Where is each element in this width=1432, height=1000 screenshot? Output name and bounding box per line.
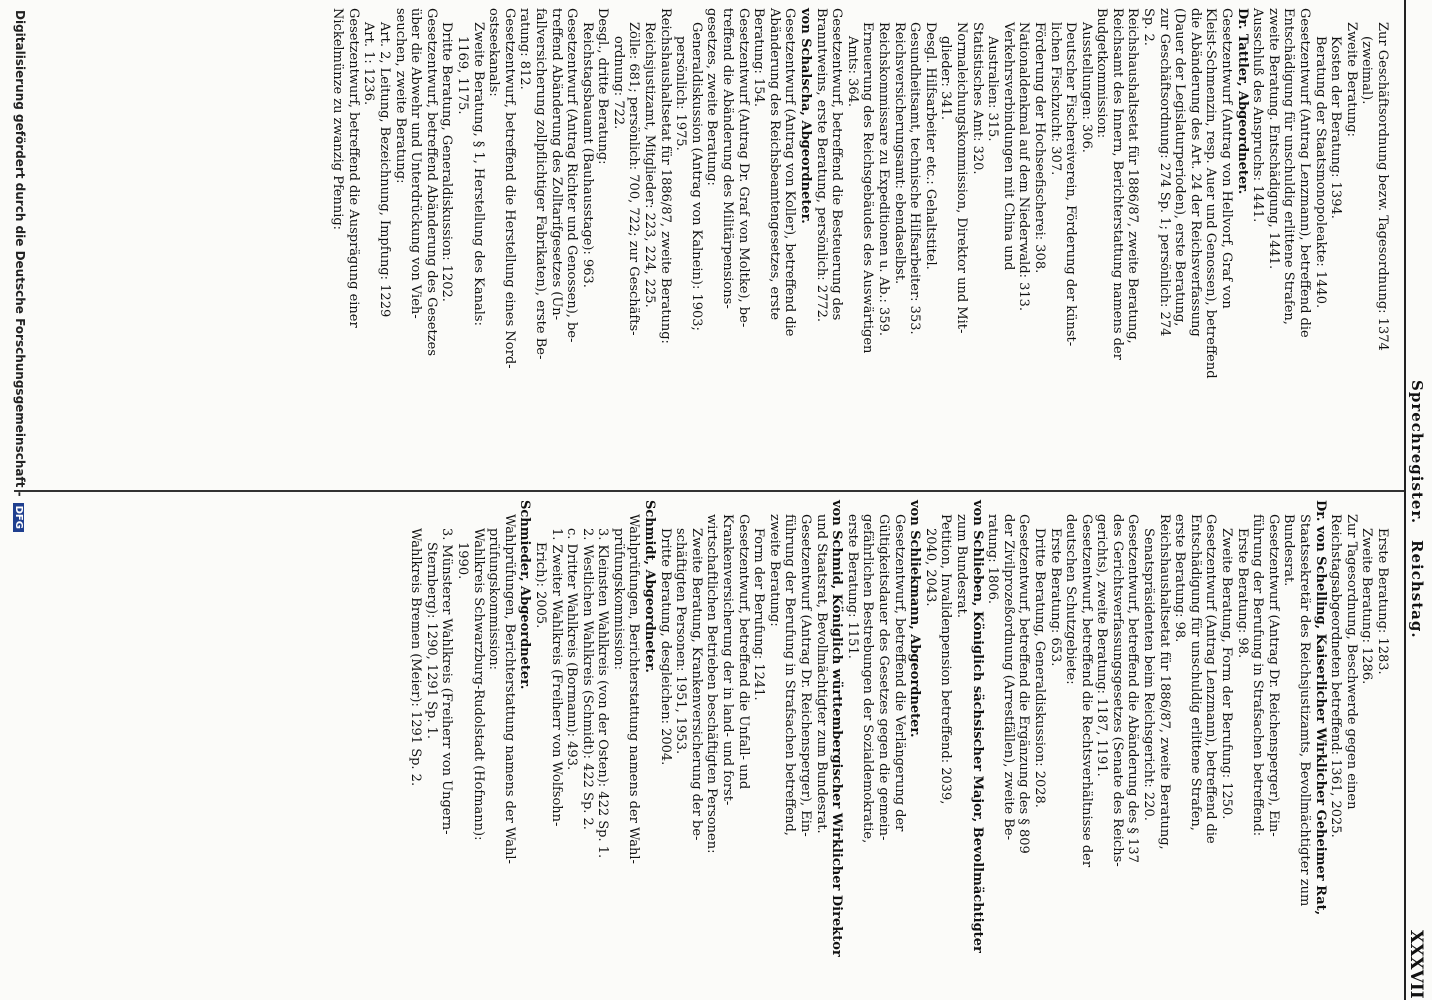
register-line: ratung: 812. (517, 8, 533, 90)
register-entry-name: von Schliekmann, Abgeordneter. (907, 500, 923, 738)
register-line: gefährlichen Bestrebungen der Sozialdemokratie, (860, 514, 876, 844)
register-line: lichen Fischzucht: 307. (1047, 22, 1063, 176)
register-line: Gesetzentwurf (Antrag Dr. Graf von Moltke), be- (735, 8, 751, 328)
register-line: führung der Berufung in Strafsachen betreffend: (1250, 514, 1266, 837)
register-line: Budgetkommission: (1094, 8, 1110, 139)
register-line: Sternberg): 1290, 1291 Sp. 1. (423, 542, 439, 740)
register-line: Desgl., dritte Beratung: (595, 8, 611, 165)
register-column-left (408, 500, 1390, 980)
register-line: zur Geschäftsordnung: 274 Sp. 1; persönlich: 274 (1156, 8, 1172, 337)
register-line: Ausstellungen: 306. (1078, 22, 1094, 153)
register-line: Deutscher Fischereiverein, Förderung der künst- (1063, 22, 1079, 347)
register-line: seuchen, zweite Beratung: (392, 8, 408, 184)
register-line: Branntweins, erste Beratung, persönlich: 2772. (813, 8, 829, 322)
register-line: Zur Geschäftsordnung bezw. Tagesordnung: 1374 (1375, 22, 1390, 351)
register-line: Entschädigung für unschuldig erlittene Strafen, (1187, 514, 1203, 831)
register-line: Zur Tagesordnung, Beschwerde gegen einen (1343, 514, 1359, 810)
register-line: Normaleichungskommission, Direktor und Mit- (953, 22, 969, 334)
page-number: XXXVII (1406, 930, 1426, 999)
header-center-title: Sprechregister. (1408, 380, 1426, 525)
register-line: Sp. 2. (1141, 8, 1157, 46)
register-line: Art. 2, Leitung, Bezeichnung, Impfung: 1229 (377, 22, 392, 318)
header-left-title: Reichstag. (1408, 540, 1426, 639)
register-line: 2. Westlichen Wahlkreis (Schmidt): 422 Sp. 2. (579, 528, 595, 830)
register-line: führung der Berufung in Strafsachen betreffend, (782, 514, 798, 836)
register-line: Zweite Beratung, § 1, Herstellung des Kanals: (470, 22, 486, 326)
register-line: Gesetzentwurf (Antrag Lenzmann), betreffend die (1203, 514, 1219, 844)
register-line: 1169, 1175. (454, 36, 470, 115)
register-line: persönlich: 1975. (673, 36, 689, 151)
register-line: Staatssekretär des Reichsjustizamts, Bevollmächtigter zum (1297, 514, 1313, 907)
register-line: Gesundheitsamt, technische Hilfsarbeiter: 353. (907, 22, 923, 335)
register-line: ordnung: 722. (610, 36, 626, 130)
register-line: Erste Beratung: 1283. (1375, 528, 1390, 675)
register-line: Generaldiskussion (Antrag von Kalnein): 1903; (688, 22, 704, 331)
register-line: Gesetzentwurf, betreffend die Besteuerung des (829, 8, 845, 321)
register-line: Gesetzentwurf, betreffend die Herstellung eines Nord- (501, 8, 517, 369)
register-line: (zweimal). (1359, 36, 1375, 105)
register-line: Gesetzentwurf, betreffend die Rechtsverhältnisse der (1078, 514, 1094, 868)
register-line: Abänderung des Reichsbeamtengesetzes, erste (766, 8, 782, 321)
register-line: Zweite Beratung: 1286. (1359, 528, 1375, 685)
register-line: Statistisches Amt: 320. (969, 22, 985, 175)
register-line: Wahlkreis Schwarzburg-Rudolstadt (Hofmann): (470, 528, 486, 841)
register-line: zweite Beratung. Entschädigung, 1441. (1265, 8, 1281, 270)
register-line: Australien: 315. (985, 36, 1001, 142)
register-line: Art. 1: 1236. (361, 22, 377, 106)
register-line: Reichsjustizamt, Mitglieder: 223, 224, 225. (642, 22, 658, 308)
register-line: Beratung: 154. (751, 8, 767, 107)
register-line: zweite Beratung: (766, 514, 782, 627)
register-line: Reichsamt des Innern, Berichterstattung namens der (1109, 8, 1125, 360)
register-line: Zweite Beratung, Form der Berufung: 1250. (1219, 528, 1235, 820)
register-line: Krankenversicherung der in land- und forst- (720, 514, 736, 806)
register-line: Förderung der Hochseefischerei: 308. (1031, 22, 1047, 274)
register-line: 1. Zweiter Wahlkreis (Freiherr von Wolfsohn- (548, 528, 564, 827)
register-line: Reichskommissare zu Expeditionen u. Ab.: 359. (876, 22, 891, 336)
register-line: Desgl. Hilfsarbeiter etc.: Gehaltstitel. (922, 22, 938, 270)
register-line: 3. Münsterer Wahlkreis (Freiherr von Ungern- (439, 528, 455, 835)
register-line: Erste Beratung: 98. (1234, 528, 1250, 659)
register-line: ratung: 1806. (985, 514, 1001, 604)
register-line: Gesetzentwurf (Antrag Dr. Reichensperger), Ein- (1265, 514, 1281, 837)
register-line: 2040, 2043. (922, 528, 938, 607)
register-entry-name: Schmieder, Abgeordneter. (517, 500, 533, 690)
register-entry-name: von Schlieben, Königlich sächsischer Major, Bevollmächtigter (969, 500, 985, 953)
register-line: zum Bundesrat. (953, 514, 969, 618)
column-divider (14, 490, 1404, 492)
register-line: Verkehrsverbindungen mit China und (1000, 22, 1016, 271)
register-line: Beratung der Staatsmonopoleakte: 1440. (1312, 36, 1328, 309)
register-line: Gesetzentwurf, betreffend die Abänderung des § 137 (1125, 514, 1141, 863)
register-line: prüfungskommission: (610, 528, 626, 671)
register-line: c. Dritter Wahlkreis (Bormann): 493. (564, 528, 580, 771)
register-line: treffend Abänderung des Zolltarifgesetzes (Un- (548, 8, 564, 321)
register-line: Wahlprüfungen, Berichterstattung namens der Wahl- (501, 514, 517, 864)
register-line: Erneuerung des Reichsgebäudes des Auswärtigen (860, 22, 876, 354)
register-line: über die Abwehr und Unterdrückung von Vieh- (408, 8, 424, 319)
register-column-right (330, 8, 1390, 488)
register-line: Gesetzentwurf (Antrag von Hellvorf, Graf von (1219, 8, 1235, 309)
register-line: Gesetzentwurf, betreffend die Ergänzung des § 809 (1016, 514, 1032, 854)
register-line: Erste Beratung: 653. (1047, 528, 1063, 667)
register-line: Senatspräsidenten beim Reichsgericht: 220. (1141, 528, 1157, 821)
register-line: Reichshaushaltsetat für 1886/87, zweite Beratung: (657, 8, 673, 344)
register-line: Petition, Invalidenpension betreffend: 2039, (938, 514, 954, 805)
register-line: Erich): 2005. (532, 542, 548, 629)
register-line: erste Beratung: 98. (1172, 514, 1188, 643)
register-line: Gesetzentwurf, betreffend Abänderung des Gesetzes (423, 8, 439, 356)
register-line: Zweite Beratung: (1343, 22, 1359, 137)
register-line: gerichts), zweite Beratung: 1187, 1191. (1094, 514, 1110, 777)
register-line: Gesetzentwurf, betreffend die Ausprägung einer (345, 8, 361, 328)
register-line: 3. Kleinsten Wahlkreis (von der Osten): 422 Sp. 1. (595, 528, 611, 859)
register-entry-name: Schmidt, Abgeordneter. (642, 500, 658, 673)
register-line: deutschen Schutzgebiete: (1063, 514, 1079, 685)
register-line: Bundesrat. (1281, 514, 1297, 587)
register-entry-name: Dr. Tattler, Abgeordneter. (1234, 8, 1250, 195)
register-line: glieder: 341. (938, 36, 954, 121)
register-line: Gültigkeitsdauer des Gesetzes gegen die gemein- (876, 514, 891, 841)
register-line: Zweite Beratung, Krankenversicherung der be- (688, 528, 704, 841)
register-line: Dritte Beratung, Generaldiskussion: 1202. (439, 22, 455, 302)
register-line: Gesetzentwurf, betreffend die Verlängerung der (891, 514, 907, 832)
register-line: und Staatsrat, Bevollmächtigter zum Bundesrat. (813, 514, 829, 834)
register-line: Reichstagsbauamt (Bauhausstage): 963. (579, 22, 595, 288)
register-line: ostseekanals: (486, 8, 502, 97)
credit-text: Digitalisierung gefördert durch die Deutsche Forschungsgemeinschaft - (13, 10, 27, 497)
register-entry-name: Dr. von Schelling, Kaiserlicher Wirklicher Geheimer Rat, (1312, 500, 1328, 916)
register-line: Amts: 364. (844, 36, 860, 108)
register-line: Kosten der Beratung: 1394. (1328, 36, 1344, 219)
register-line: Reichstagsabgeordneten betreffend: 1361, 2025. (1328, 514, 1344, 838)
register-line: Ausschluß des Anspruchs: 1441. (1250, 8, 1266, 223)
register-line: fallversicherung zollpflichtiger Fabrikaten), erste Be- (532, 8, 548, 360)
register-line: Gesetzentwurf, betreffend die Unfall- und (735, 514, 751, 790)
register-line: Kleist-Schmenzin, resp. Auer und Genossen), betreffend (1203, 8, 1219, 379)
register-line: des Gerichtsverfassungsgesetzes (Senate des Reichs- (1109, 514, 1125, 867)
register-entry-name: von Schmid, Königlich württembergischer Wirklicher Direktor (829, 500, 845, 957)
register-line: Gesetzentwurf (Antrag Lenzmann), betreffend die (1297, 8, 1313, 338)
dfg-logo: DFG (13, 503, 24, 532)
register-line: prüfungskommission: (486, 528, 502, 671)
register-line: erste Beratung: 1151. (844, 514, 860, 659)
register-line: Nationaldenkmal auf dem Niederwald: 313. (1016, 22, 1032, 312)
register-line: Dritte Beratung, desgleichen: 2004. (657, 528, 673, 766)
register-line: Gesetzentwurf (Antrag Dr. Reichensperger), Ein- (798, 514, 814, 837)
register-line: Entschädigung für unschuldig erlittene Strafen, (1281, 8, 1297, 325)
register-line: gesetzes, zweite Beratung: (704, 8, 720, 186)
header-rule (1404, 0, 1406, 1000)
register-line: die Abänderung des Art. 24 der Reichsverfassung (1187, 8, 1203, 337)
register-line: Gesetzentwurf (Antrag Richter und Genossen), be- (564, 8, 580, 343)
register-line: Nickelmünze zu zwanzig Pfennig: (330, 8, 346, 231)
register-line: Zölle: 681; persönlich: 700, 722; zur Geschäfts- (626, 22, 642, 336)
register-line: Gesetzentwurf (Antrag von Koller), betreffend die (782, 8, 798, 337)
digitization-credit (13, 10, 27, 532)
register-line: Dritte Beratung, Generaldiskussion: 2028. (1031, 528, 1047, 808)
register-line: Form der Berufung: 1241. (751, 528, 767, 701)
register-line: schäftigten Personen: 1951, 1953. (673, 528, 689, 755)
register-line: Reichshaushaltsetat für 1886/87, zweite Beratung, (1156, 514, 1172, 850)
register-line: wirtschaftlichen Betrieben beschäftigten Personen: (704, 514, 720, 854)
register-line: 1990. (454, 542, 470, 580)
register-line: der Zivilprozeßordnung (Arrestfällen), zweite Be- (1000, 514, 1016, 841)
register-line: Wahlprüfungen, Berichterstattung namens der Wahl- (626, 514, 642, 864)
register-line: Wahlkreis Bremen (Meier): 1291 Sp. 2. (408, 528, 424, 787)
register-entry-name: von Schalscha, Abgeordneter. (798, 8, 814, 224)
register-line: Reichshaushaltsetat für 1886/87, zweite Beratung, (1125, 8, 1141, 344)
register-line: (Dauer der Legislaturperioden), erste Beratung, (1172, 8, 1188, 327)
register-line: Reichsversicherungsamt: ebendaselbst. (891, 22, 907, 285)
register-line: treffend die Abänderung des Militärpensions- (720, 8, 736, 309)
